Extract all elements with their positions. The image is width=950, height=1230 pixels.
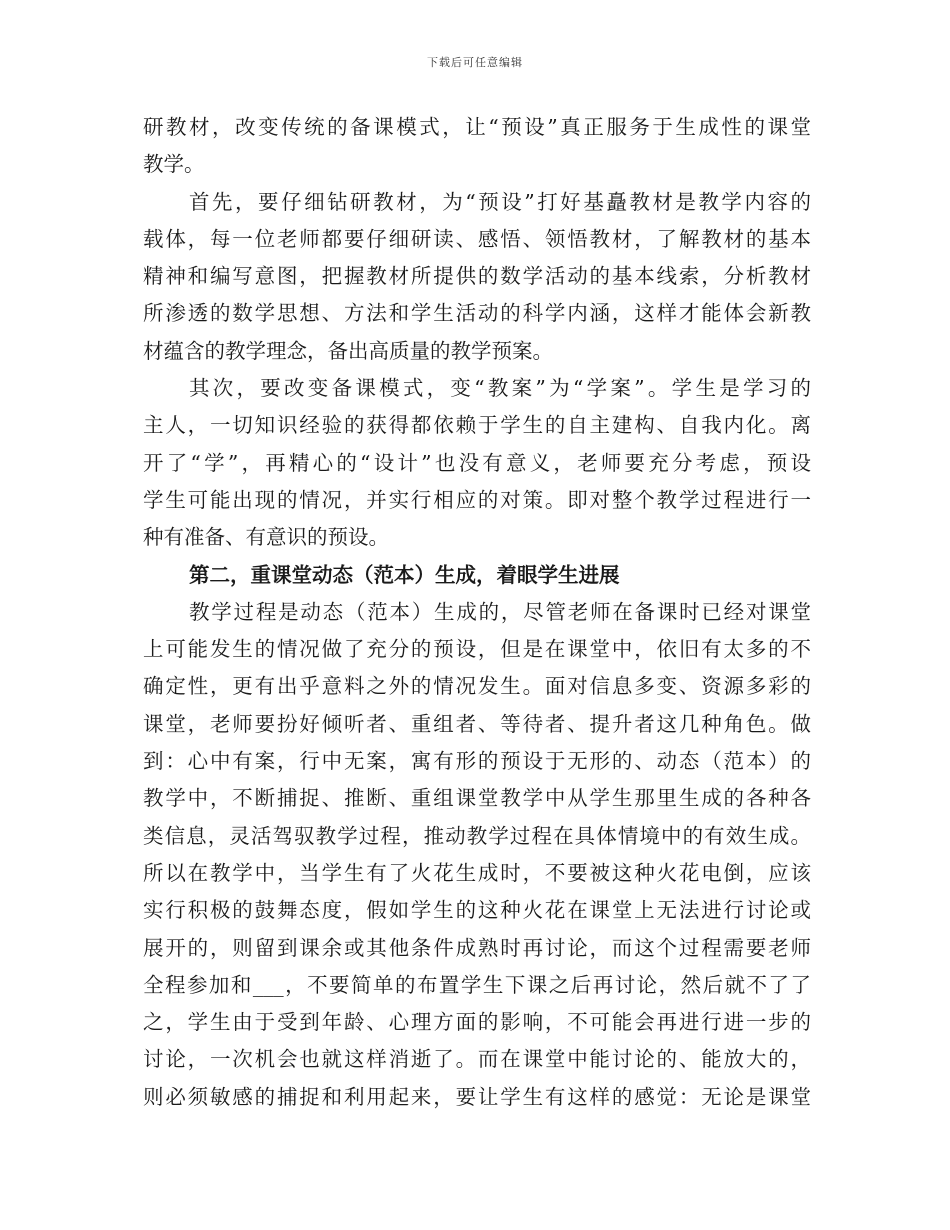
text-line: 教学中，不断捕捉、推断、重组课堂教学中从学生那里生成的各种各 <box>143 786 811 811</box>
text-line: 研教材，改变传统的备课模式，让“预设”真正服务于生成性的课堂 <box>143 115 811 139</box>
text-line: 上可能发生的情况做了充分的预设，但是在课堂中，依旧有太多的不 <box>143 637 811 662</box>
text-line: 展开的，则留到课余或其他条件成熟时再讨论，而这个过程需要老师 <box>143 935 811 960</box>
text-line: 确定性，更有出乎意料之外的情况发生。面对信息多变、资源多彩的 <box>143 674 811 699</box>
text-line: 讨论，一次机会也就这样消逝了。而在课堂中能讨论的、能放大的， <box>143 1047 811 1072</box>
page-header: 下载后可任意编辑 <box>427 56 523 69</box>
text-line: 开了“学”，再精心的“设计”也没有意义，老师要充分考虑，预设 <box>143 450 811 475</box>
text-line: 所以在教学中，当学生有了火花生成时，不要被这种火花电倒，应该 <box>143 860 811 885</box>
text-line: 课堂，老师要扮好倾听者、重组者、等待者、提升者这几种角色。做 <box>143 711 811 736</box>
text-line: 全程参加和___，不要简单的布置学生下课之后再讨论，然后就不了了 <box>143 972 811 997</box>
text-line: 之，学生由于受到年龄、心理方面的影响，不可能会再进行进一步的 <box>143 1010 811 1035</box>
text-line: 首先，要仔细钻研教材，为“预设”打好基矗教材是教学内容的 <box>189 189 811 214</box>
document-body <box>143 112 811 1119</box>
text-line: 其次，要改变备课模式，变“教案”为“学案”。学生是学习的 <box>189 376 811 401</box>
text-line: 教学过程是动态（范本）生成的，尽管老师在备课时已经对课堂 <box>189 599 811 624</box>
text-line: 类信息，灵活驾驭教学过程，推动教学过程在具体情境中的有效生成。 <box>143 823 811 848</box>
section-heading: 第二，重课堂动态（范本）生成，着眼学生进展 <box>189 562 620 587</box>
text-line: 学生可能出现的情况，并实行相应的对策。即对整个教学过程进行一 <box>143 487 811 512</box>
text-line: 则必须敏感的捕捉和利用起来，要让学生有这样的感觉：无论是课堂 <box>143 1084 811 1109</box>
text-line: 精神和编写意图，把握教材所提供的数学活动的基本线索，分析教材 <box>143 264 811 289</box>
text-line: 载体，每一位老师都要仔细研读、感悟、领悟教材，了解教材的基本 <box>143 226 811 251</box>
text-line: 到：心中有案，行中无案，寓有形的预设于无形的、动态（范本）的 <box>143 749 811 774</box>
text-line: 教学。 <box>143 152 205 177</box>
text-line: 材蕴含的教学理念，备出高质量的教学预案。 <box>143 338 553 363</box>
text-line: 主人，一切知识经验的获得都依赖于学生的自主建构、自我内化。离 <box>143 413 811 438</box>
text-line: 所渗透的数学思想、方法和学生活动的科学内涵，这样才能体会新教 <box>143 301 811 326</box>
text-line: 种有准备、有意识的预设。 <box>143 525 389 550</box>
text-line: 实行积极的鼓舞态度，假如学生的这种火花在课堂上无法进行讨论或 <box>143 898 811 923</box>
